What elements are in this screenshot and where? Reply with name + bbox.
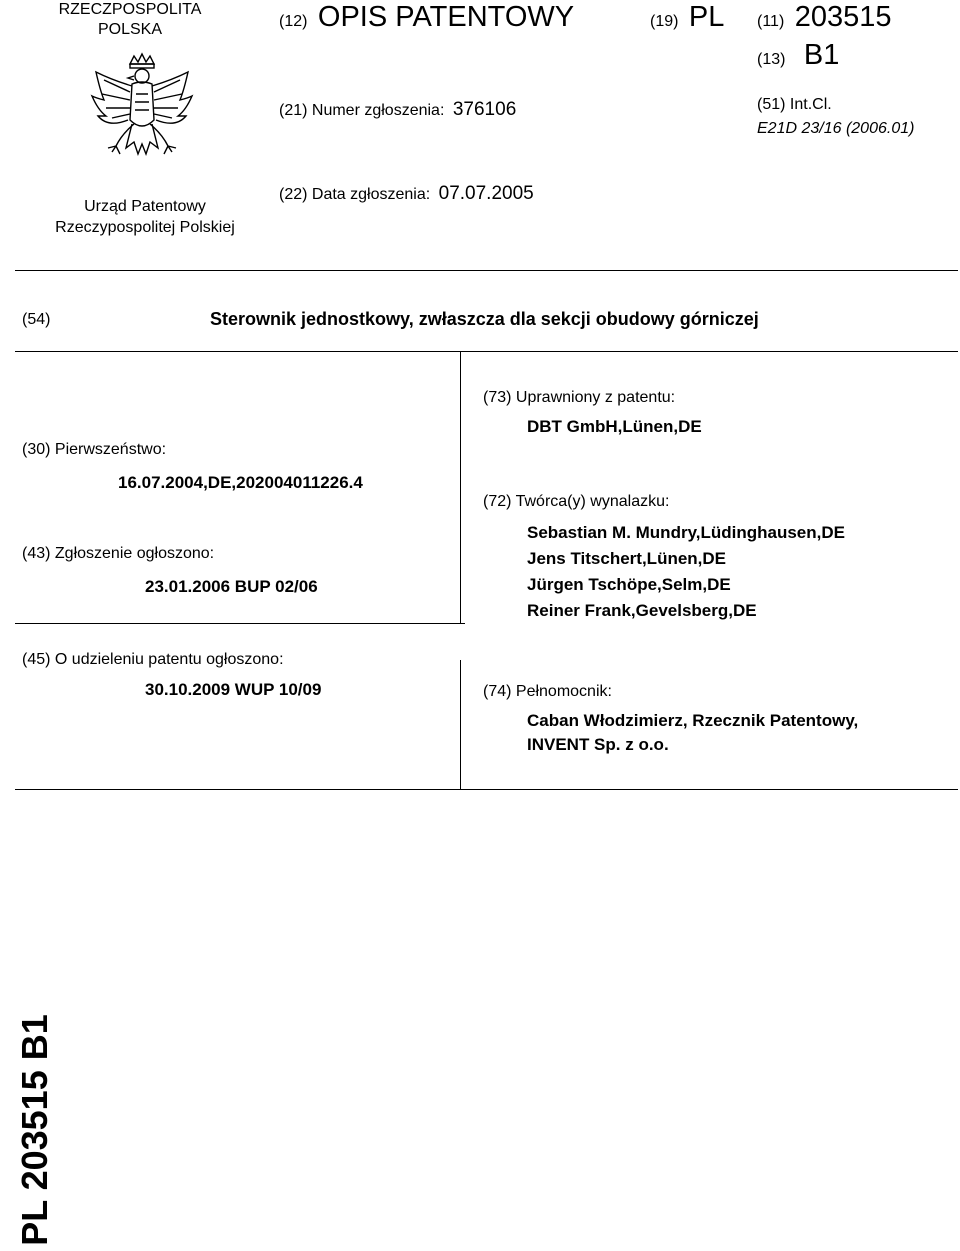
- publication-label: (43) Zgłoszenie ogłoszono:: [22, 545, 215, 562]
- proprietor-value: DBT GmbH,Lünen,DE: [527, 417, 702, 436]
- kind-code: B1: [803, 39, 840, 71]
- kind-code-row: [757, 38, 839, 77]
- intcl-value: E21D 23/16 (2006.01): [757, 120, 915, 137]
- kind-code-code: (13): [757, 51, 786, 68]
- patent-no-row: [757, 0, 892, 39]
- intcl-label: (51) Int.Cl.: [757, 96, 832, 113]
- inventor-name: Jens Titschert,Lünen,DE: [527, 549, 727, 568]
- application-no-label: (21) Numer zgłoszenia:: [279, 102, 445, 119]
- attorney-value: [527, 709, 858, 757]
- filing-date-row: [279, 182, 534, 207]
- office-country: [30, 0, 230, 40]
- filing-date-label: (22) Data zgłoszenia:: [279, 186, 431, 203]
- application-no: 376106: [452, 99, 517, 120]
- publication-value: 23.01.2006 BUP 02/06: [145, 577, 318, 596]
- attorney-label: (74) Pełnomocnik:: [483, 683, 612, 700]
- side-label-container: [0, 1010, 60, 1250]
- patent-title: Sterownik jednostkowy, zwłaszcza dla sekcji obudowy górniczej: [210, 309, 759, 329]
- title-code: (54): [22, 311, 51, 328]
- inventors-list: [527, 520, 845, 624]
- rule-title: [15, 351, 958, 352]
- inventor-name: Sebastian M. Mundry,Lüdinghausen,DE: [527, 523, 845, 542]
- inventor-name: Reiner Frank,Gevelsberg,DE: [527, 601, 757, 620]
- patent-no-code: (11): [757, 13, 785, 30]
- inventors-label: (72) Twórca(y) wynalazku:: [483, 493, 670, 510]
- doc-type-row: [279, 0, 574, 39]
- patent-no: 203515: [794, 1, 892, 33]
- inventor-name: Jürgen Tschöpe,Selm,DE: [527, 575, 731, 594]
- filing-date: 07.07.2005: [438, 183, 534, 204]
- office-name: [30, 196, 260, 238]
- side-label: PL 203515 B1: [14, 1014, 55, 1246]
- proprietor-label: (73) Uprawniony z patentu:: [483, 389, 676, 406]
- office-name-line2: Rzeczypospolitej Polskiej: [55, 219, 235, 236]
- country-code-row: [650, 0, 724, 39]
- doc-type-code: (12): [279, 13, 308, 30]
- grant-label: (45) O udzieleniu patentu ogłoszono:: [22, 651, 284, 668]
- grant-value: 30.10.2009 WUP 10/09: [145, 680, 322, 699]
- emblem-eagle-icon: [82, 50, 202, 180]
- office-country-line1: RZECZPOSPOLITA: [58, 1, 202, 18]
- rule-left-section: [15, 623, 465, 624]
- office-name-line1: Urząd Patentowy: [84, 198, 206, 215]
- doc-type: OPIS PATENTOWY: [317, 1, 575, 33]
- attorney-line2: INVENT Sp. z o.o.: [527, 735, 669, 754]
- divider-lower: [460, 660, 461, 790]
- attorney-line1: Caban Włodzimierz, Rzecznik Patentowy,: [527, 711, 859, 730]
- office-country-line2: POLSKA: [97, 21, 163, 38]
- divider-upper: [460, 351, 461, 623]
- priority-value: 16.07.2004,DE,202004011226.4: [118, 473, 363, 492]
- rule-bottom: [15, 789, 958, 790]
- country-code-code: (19): [650, 13, 679, 30]
- application-no-row: [279, 98, 516, 123]
- rule-top: [15, 270, 958, 271]
- priority-label: (30) Pierwszeństwo:: [22, 441, 167, 458]
- country-code: PL: [688, 1, 725, 33]
